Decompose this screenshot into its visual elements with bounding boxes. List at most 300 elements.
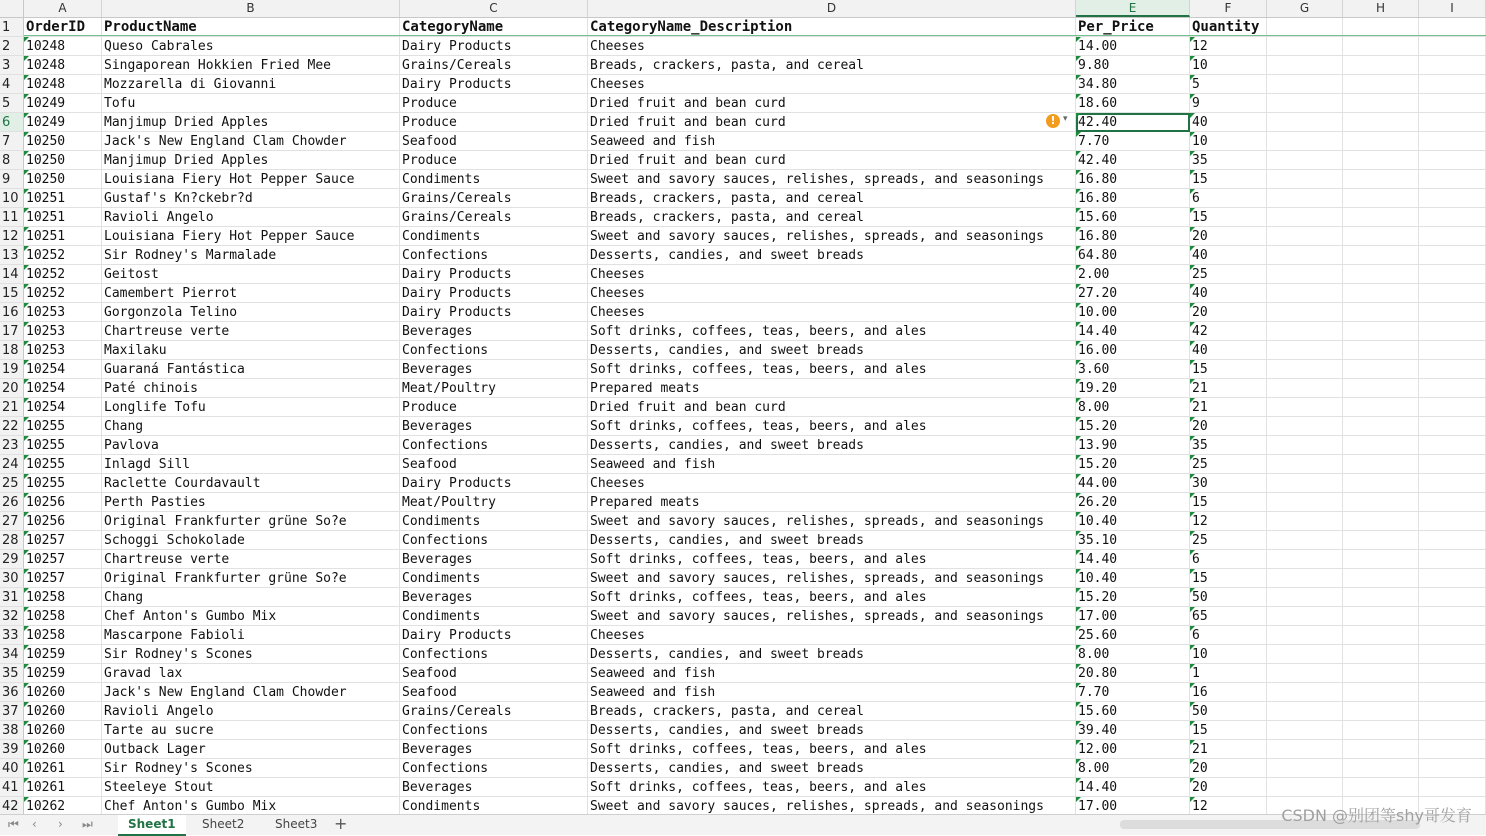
- cell[interactable]: Seaweed and fish: [588, 455, 1076, 474]
- cell[interactable]: [1419, 702, 1486, 721]
- cell[interactable]: [1267, 436, 1343, 455]
- cell[interactable]: Beverages: [400, 417, 588, 436]
- cell[interactable]: 10251: [24, 189, 102, 208]
- cell[interactable]: Cheeses: [588, 75, 1076, 94]
- cell[interactable]: 64.80: [1076, 246, 1190, 265]
- cell[interactable]: [1267, 170, 1343, 189]
- cell[interactable]: [1419, 607, 1486, 626]
- cell[interactable]: Condiments: [400, 227, 588, 246]
- cell[interactable]: Sir Rodney's Scones: [102, 759, 400, 778]
- cell[interactable]: [1267, 626, 1343, 645]
- cell[interactable]: Schoggi Schokolade: [102, 531, 400, 550]
- cell[interactable]: 6: [1190, 550, 1267, 569]
- cell[interactable]: [1343, 569, 1419, 588]
- cell[interactable]: 10: [1190, 645, 1267, 664]
- cell[interactable]: 10252: [24, 284, 102, 303]
- cell[interactable]: [1343, 246, 1419, 265]
- cell[interactable]: 10261: [24, 759, 102, 778]
- cell[interactable]: [1419, 189, 1486, 208]
- cell[interactable]: [1419, 360, 1486, 379]
- row-header[interactable]: 16: [0, 303, 24, 322]
- cell[interactable]: [1267, 341, 1343, 360]
- cell[interactable]: 15: [1190, 493, 1267, 512]
- cell[interactable]: [1267, 778, 1343, 797]
- row-header[interactable]: 14: [0, 265, 24, 284]
- next-sheet-nav-icon[interactable]: ›: [58, 817, 63, 831]
- cell[interactable]: 20: [1190, 227, 1267, 246]
- cell[interactable]: Confections: [400, 436, 588, 455]
- cell[interactable]: 14.40: [1076, 550, 1190, 569]
- cell[interactable]: 15.20: [1076, 455, 1190, 474]
- cell[interactable]: 19.20: [1076, 379, 1190, 398]
- cell[interactable]: 16.80: [1076, 227, 1190, 246]
- cell[interactable]: 15.20: [1076, 588, 1190, 607]
- cell[interactable]: Produce: [400, 94, 588, 113]
- cell[interactable]: [1343, 455, 1419, 474]
- cell[interactable]: Beverages: [400, 550, 588, 569]
- cell[interactable]: [1343, 531, 1419, 550]
- cell[interactable]: [1419, 303, 1486, 322]
- cell[interactable]: [1419, 75, 1486, 94]
- cell[interactable]: 10253: [24, 341, 102, 360]
- cell[interactable]: Soft drinks, coffees, teas, beers, and ales: [588, 778, 1076, 797]
- first-sheet-nav-icon[interactable]: ⏮: [8, 817, 19, 831]
- header-cell[interactable]: Per_Price: [1076, 18, 1190, 37]
- cell[interactable]: Seaweed and fish: [588, 664, 1076, 683]
- cell[interactable]: [1419, 246, 1486, 265]
- row-header[interactable]: 3: [0, 56, 24, 75]
- cell[interactable]: Dairy Products: [400, 284, 588, 303]
- add-sheet-button[interactable]: +: [334, 814, 348, 833]
- cell[interactable]: [1267, 75, 1343, 94]
- cell[interactable]: [1267, 56, 1343, 75]
- cell[interactable]: 15: [1190, 208, 1267, 227]
- cell[interactable]: 10248: [24, 75, 102, 94]
- cell[interactable]: [1343, 189, 1419, 208]
- cell[interactable]: Grains/Cereals: [400, 189, 588, 208]
- cell[interactable]: Chartreuse verte: [102, 322, 400, 341]
- column-header-g[interactable]: G: [1267, 0, 1343, 17]
- cell[interactable]: 10250: [24, 151, 102, 170]
- cell[interactable]: 9: [1190, 94, 1267, 113]
- cell[interactable]: Mascarpone Fabioli: [102, 626, 400, 645]
- cell[interactable]: [1267, 645, 1343, 664]
- cell[interactable]: Prepared meats: [588, 493, 1076, 512]
- cell[interactable]: [1267, 360, 1343, 379]
- cell[interactable]: Cheeses: [588, 37, 1076, 56]
- cell[interactable]: 16.80: [1076, 170, 1190, 189]
- cell[interactable]: Breads, crackers, pasta, and cereal: [588, 208, 1076, 227]
- cell[interactable]: 12: [1190, 37, 1267, 56]
- cell[interactable]: [1343, 702, 1419, 721]
- cell[interactable]: Condiments: [400, 170, 588, 189]
- cell[interactable]: [1267, 94, 1343, 113]
- cell[interactable]: [1343, 398, 1419, 417]
- cell[interactable]: 10258: [24, 588, 102, 607]
- cell[interactable]: 14.40: [1076, 778, 1190, 797]
- cell[interactable]: [1267, 303, 1343, 322]
- cell[interactable]: [1343, 759, 1419, 778]
- cell[interactable]: 10249: [24, 113, 102, 132]
- cell[interactable]: 10251: [24, 227, 102, 246]
- cell[interactable]: [1343, 94, 1419, 113]
- cell[interactable]: 10256: [24, 493, 102, 512]
- row-header[interactable]: 6: [0, 113, 24, 132]
- cell[interactable]: Dairy Products: [400, 626, 588, 645]
- cell[interactable]: [1343, 360, 1419, 379]
- cell[interactable]: Confections: [400, 759, 588, 778]
- row-header[interactable]: 26: [0, 493, 24, 512]
- cell[interactable]: Outback Lager: [102, 740, 400, 759]
- cell[interactable]: [1343, 56, 1419, 75]
- cell[interactable]: 16: [1190, 683, 1267, 702]
- cell[interactable]: Seafood: [400, 664, 588, 683]
- cell[interactable]: Longlife Tofu: [102, 398, 400, 417]
- cell[interactable]: Camembert Pierrot: [102, 284, 400, 303]
- cell[interactable]: 10254: [24, 379, 102, 398]
- row-header[interactable]: 9: [0, 170, 24, 189]
- cell[interactable]: Original Frankfurter grüne So?e: [102, 512, 400, 531]
- cell[interactable]: 10258: [24, 626, 102, 645]
- cell[interactable]: Confections: [400, 341, 588, 360]
- cell[interactable]: 10249: [24, 94, 102, 113]
- cell[interactable]: [1267, 740, 1343, 759]
- cell[interactable]: Dairy Products: [400, 265, 588, 284]
- cell[interactable]: [1343, 512, 1419, 531]
- cell[interactable]: Beverages: [400, 740, 588, 759]
- cell[interactable]: 42: [1190, 322, 1267, 341]
- cell[interactable]: Dried fruit and bean curd: [588, 151, 1076, 170]
- cell[interactable]: 10260: [24, 702, 102, 721]
- cell[interactable]: 7.70: [1076, 132, 1190, 151]
- cell[interactable]: [1267, 683, 1343, 702]
- cell[interactable]: Soft drinks, coffees, teas, beers, and ales: [588, 322, 1076, 341]
- row-header[interactable]: 37: [0, 702, 24, 721]
- cell[interactable]: Mozzarella di Giovanni: [102, 75, 400, 94]
- row-header[interactable]: 20: [0, 379, 24, 398]
- cell[interactable]: 7.70: [1076, 683, 1190, 702]
- cell[interactable]: [1343, 588, 1419, 607]
- row-header[interactable]: 24: [0, 455, 24, 474]
- cell[interactable]: [1343, 75, 1419, 94]
- cell[interactable]: 3.60: [1076, 360, 1190, 379]
- cell[interactable]: 8.00: [1076, 398, 1190, 417]
- cell[interactable]: 12: [1190, 797, 1267, 814]
- row-header[interactable]: 18: [0, 341, 24, 360]
- cell[interactable]: [1343, 227, 1419, 246]
- row-header[interactable]: 31: [0, 588, 24, 607]
- cell[interactable]: Confections: [400, 721, 588, 740]
- row-header[interactable]: 27: [0, 512, 24, 531]
- cell[interactable]: [1419, 208, 1486, 227]
- cell[interactable]: 20: [1190, 778, 1267, 797]
- cell[interactable]: Cheeses: [588, 265, 1076, 284]
- cell[interactable]: Condiments: [400, 569, 588, 588]
- sheet-tab-1[interactable]: Sheet1: [118, 815, 186, 836]
- row-header[interactable]: 25: [0, 474, 24, 493]
- cell[interactable]: 6: [1190, 626, 1267, 645]
- cell[interactable]: 40: [1190, 246, 1267, 265]
- cell[interactable]: 10262: [24, 797, 102, 814]
- cell[interactable]: Seafood: [400, 455, 588, 474]
- cell[interactable]: Dried fruit and bean curd: [588, 94, 1076, 113]
- cell[interactable]: 15.60: [1076, 208, 1190, 227]
- row-header[interactable]: 17: [0, 322, 24, 341]
- cell[interactable]: [1267, 569, 1343, 588]
- cell[interactable]: Dairy Products: [400, 75, 588, 94]
- cell[interactable]: Tarte au sucre: [102, 721, 400, 740]
- cell[interactable]: 44.00: [1076, 474, 1190, 493]
- cell[interactable]: 25: [1190, 455, 1267, 474]
- cell[interactable]: [1267, 702, 1343, 721]
- row-header[interactable]: 7: [0, 132, 24, 151]
- cell[interactable]: 10260: [24, 683, 102, 702]
- cell[interactable]: 10259: [24, 664, 102, 683]
- cell[interactable]: 21: [1190, 398, 1267, 417]
- cell[interactable]: 21: [1190, 740, 1267, 759]
- cell[interactable]: 10252: [24, 265, 102, 284]
- cell[interactable]: Desserts, candies, and sweet breads: [588, 645, 1076, 664]
- cell[interactable]: Inlagd Sill: [102, 455, 400, 474]
- cell[interactable]: [1267, 417, 1343, 436]
- cell[interactable]: 10254: [24, 398, 102, 417]
- cell[interactable]: [1267, 759, 1343, 778]
- cell[interactable]: [1343, 379, 1419, 398]
- cell[interactable]: Desserts, candies, and sweet breads: [588, 436, 1076, 455]
- cell[interactable]: Ravioli Angelo: [102, 702, 400, 721]
- cell[interactable]: 10250: [24, 170, 102, 189]
- cell[interactable]: 10.00: [1076, 303, 1190, 322]
- cell[interactable]: [1343, 721, 1419, 740]
- cell[interactable]: 10255: [24, 417, 102, 436]
- cell[interactable]: [1419, 379, 1486, 398]
- cell[interactable]: Beverages: [400, 360, 588, 379]
- cell[interactable]: [1419, 94, 1486, 113]
- cell[interactable]: Chang: [102, 417, 400, 436]
- cell[interactable]: Seaweed and fish: [588, 683, 1076, 702]
- cell[interactable]: 10.40: [1076, 569, 1190, 588]
- cell[interactable]: [1343, 493, 1419, 512]
- cell[interactable]: Chef Anton's Gumbo Mix: [102, 797, 400, 814]
- row-header[interactable]: 40: [0, 759, 24, 778]
- cell[interactable]: 25: [1190, 265, 1267, 284]
- cell[interactable]: 10260: [24, 740, 102, 759]
- cell[interactable]: [1419, 493, 1486, 512]
- column-header-i[interactable]: I: [1419, 0, 1486, 17]
- row-header[interactable]: 1: [0, 18, 24, 37]
- cell[interactable]: Raclette Courdavault: [102, 474, 400, 493]
- cell[interactable]: Confections: [400, 246, 588, 265]
- cell[interactable]: Sweet and savory sauces, relishes, spreads, and seasonings: [588, 170, 1076, 189]
- row-header[interactable]: 13: [0, 246, 24, 265]
- cell[interactable]: [1343, 645, 1419, 664]
- cell[interactable]: [1419, 436, 1486, 455]
- cell[interactable]: Produce: [400, 151, 588, 170]
- cell[interactable]: 35.10: [1076, 531, 1190, 550]
- cell[interactable]: 50: [1190, 588, 1267, 607]
- cell[interactable]: Original Frankfurter grüne So?e: [102, 569, 400, 588]
- cell[interactable]: 50: [1190, 702, 1267, 721]
- cell[interactable]: 5: [1190, 75, 1267, 94]
- cell[interactable]: Soft drinks, coffees, teas, beers, and ales: [588, 588, 1076, 607]
- cell[interactable]: [1267, 512, 1343, 531]
- cell[interactable]: [1343, 683, 1419, 702]
- cell[interactable]: 10.40: [1076, 512, 1190, 531]
- cell[interactable]: 18.60: [1076, 94, 1190, 113]
- cell[interactable]: 10: [1190, 56, 1267, 75]
- cell[interactable]: [1267, 208, 1343, 227]
- cell[interactable]: Soft drinks, coffees, teas, beers, and ales: [588, 740, 1076, 759]
- cell[interactable]: Confections: [400, 645, 588, 664]
- cell[interactable]: Cheeses: [588, 303, 1076, 322]
- cell[interactable]: 20: [1190, 417, 1267, 436]
- row-header[interactable]: 12: [0, 227, 24, 246]
- cell[interactable]: [1419, 683, 1486, 702]
- cell[interactable]: [1419, 740, 1486, 759]
- cell[interactable]: 20: [1190, 303, 1267, 322]
- cell[interactable]: 10: [1190, 132, 1267, 151]
- cell[interactable]: Breads, crackers, pasta, and cereal: [588, 189, 1076, 208]
- cell[interactable]: 15.20: [1076, 417, 1190, 436]
- cell[interactable]: Soft drinks, coffees, teas, beers, and ales: [588, 550, 1076, 569]
- cell[interactable]: Beverages: [400, 322, 588, 341]
- cell[interactable]: Sweet and savory sauces, relishes, spreads, and seasonings: [588, 797, 1076, 814]
- cell[interactable]: Geitost: [102, 265, 400, 284]
- cell[interactable]: 10253: [24, 322, 102, 341]
- cell[interactable]: 8.00: [1076, 645, 1190, 664]
- cell[interactable]: Chartreuse verte: [102, 550, 400, 569]
- cell[interactable]: 10248: [24, 37, 102, 56]
- header-cell[interactable]: OrderID: [24, 18, 102, 37]
- cell[interactable]: Condiments: [400, 512, 588, 531]
- cell[interactable]: [1343, 740, 1419, 759]
- cell[interactable]: Gorgonzola Telino: [102, 303, 400, 322]
- header-cell[interactable]: CategoryName: [400, 18, 588, 37]
- cell[interactable]: Grains/Cereals: [400, 208, 588, 227]
- cell[interactable]: [1267, 246, 1343, 265]
- cell[interactable]: [1267, 265, 1343, 284]
- cell[interactable]: [1267, 189, 1343, 208]
- row-header[interactable]: 38: [0, 721, 24, 740]
- cell[interactable]: Desserts, candies, and sweet breads: [588, 759, 1076, 778]
- column-header-f[interactable]: F: [1190, 0, 1267, 17]
- cell[interactable]: 25.60: [1076, 626, 1190, 645]
- cell[interactable]: Cheeses: [588, 284, 1076, 303]
- cell[interactable]: [1267, 455, 1343, 474]
- cell[interactable]: 20: [1190, 759, 1267, 778]
- cell[interactable]: [1419, 550, 1486, 569]
- cell[interactable]: Dried fruit and bean curd: [588, 113, 1076, 132]
- cell[interactable]: 10253: [24, 303, 102, 322]
- cell[interactable]: [1343, 664, 1419, 683]
- cell[interactable]: 17.00: [1076, 607, 1190, 626]
- cell[interactable]: [1267, 322, 1343, 341]
- cell[interactable]: [1267, 493, 1343, 512]
- select-all-corner[interactable]: [0, 0, 24, 17]
- cell[interactable]: [1419, 721, 1486, 740]
- cell[interactable]: Desserts, candies, and sweet breads: [588, 721, 1076, 740]
- cell[interactable]: Guaraná Fantástica: [102, 360, 400, 379]
- cell[interactable]: [1419, 778, 1486, 797]
- cell[interactable]: [1267, 607, 1343, 626]
- cell[interactable]: [1419, 227, 1486, 246]
- cell[interactable]: 14.00: [1076, 37, 1190, 56]
- row-header[interactable]: 23: [0, 436, 24, 455]
- warning-dropdown-icon[interactable]: ▾: [1063, 114, 1068, 124]
- row-header[interactable]: 4: [0, 75, 24, 94]
- row-header[interactable]: 33: [0, 626, 24, 645]
- cell[interactable]: 42.40: [1076, 151, 1190, 170]
- cell[interactable]: 10255: [24, 455, 102, 474]
- cell[interactable]: [1419, 132, 1486, 151]
- cell[interactable]: [1267, 664, 1343, 683]
- cell[interactable]: 35: [1190, 151, 1267, 170]
- cell[interactable]: Maxilaku: [102, 341, 400, 360]
- cell[interactable]: Soft drinks, coffees, teas, beers, and ales: [588, 360, 1076, 379]
- cell[interactable]: Desserts, candies, and sweet breads: [588, 341, 1076, 360]
- cell[interactable]: [1343, 151, 1419, 170]
- cell[interactable]: [1419, 170, 1486, 189]
- cell[interactable]: 14.40: [1076, 322, 1190, 341]
- cell[interactable]: Perth Pasties: [102, 493, 400, 512]
- cell[interactable]: Louisiana Fiery Hot Pepper Sauce: [102, 227, 400, 246]
- column-header-e[interactable]: E: [1076, 0, 1190, 17]
- prev-sheet-nav-icon[interactable]: ‹: [32, 817, 37, 831]
- cell[interactable]: 9.80: [1076, 56, 1190, 75]
- cell[interactable]: 40: [1190, 341, 1267, 360]
- cell[interactable]: Seafood: [400, 132, 588, 151]
- cell[interactable]: 10252: [24, 246, 102, 265]
- column-header-d[interactable]: D: [588, 0, 1076, 17]
- cell[interactable]: 25: [1190, 531, 1267, 550]
- cell[interactable]: Tofu: [102, 94, 400, 113]
- cell[interactable]: Seafood: [400, 683, 588, 702]
- cell[interactable]: 15: [1190, 170, 1267, 189]
- cell[interactable]: 10250: [24, 132, 102, 151]
- cell[interactable]: Steeleye Stout: [102, 778, 400, 797]
- cell[interactable]: 21: [1190, 379, 1267, 398]
- cell[interactable]: 27.20: [1076, 284, 1190, 303]
- cell[interactable]: 12: [1190, 512, 1267, 531]
- cell[interactable]: 10255: [24, 474, 102, 493]
- cell[interactable]: Grains/Cereals: [400, 702, 588, 721]
- cell[interactable]: Pavlova: [102, 436, 400, 455]
- cell[interactable]: 10248: [24, 56, 102, 75]
- cell[interactable]: [1419, 284, 1486, 303]
- cell[interactable]: Jack's New England Clam Chowder: [102, 683, 400, 702]
- cell[interactable]: [1267, 132, 1343, 151]
- sheet-tab-3[interactable]: Sheet3: [275, 817, 318, 831]
- cell[interactable]: 39.40: [1076, 721, 1190, 740]
- header-cell[interactable]: Quantity: [1190, 18, 1267, 37]
- cell[interactable]: [1419, 664, 1486, 683]
- cell[interactable]: [1267, 151, 1343, 170]
- cell[interactable]: 26.20: [1076, 493, 1190, 512]
- cell[interactable]: Cheeses: [588, 626, 1076, 645]
- cell[interactable]: Dried fruit and bean curd: [588, 398, 1076, 417]
- sheet-tab-2[interactable]: Sheet2: [202, 817, 245, 831]
- cell[interactable]: 10255: [24, 436, 102, 455]
- cell[interactable]: Beverages: [400, 778, 588, 797]
- cell[interactable]: [1343, 417, 1419, 436]
- cell[interactable]: [1343, 303, 1419, 322]
- cell[interactable]: 30: [1190, 474, 1267, 493]
- cell[interactable]: Produce: [400, 398, 588, 417]
- cell[interactable]: Sweet and savory sauces, relishes, spreads, and seasonings: [588, 607, 1076, 626]
- cell[interactable]: 16.80: [1076, 189, 1190, 208]
- cell[interactable]: [1419, 531, 1486, 550]
- cell[interactable]: 40: [1190, 284, 1267, 303]
